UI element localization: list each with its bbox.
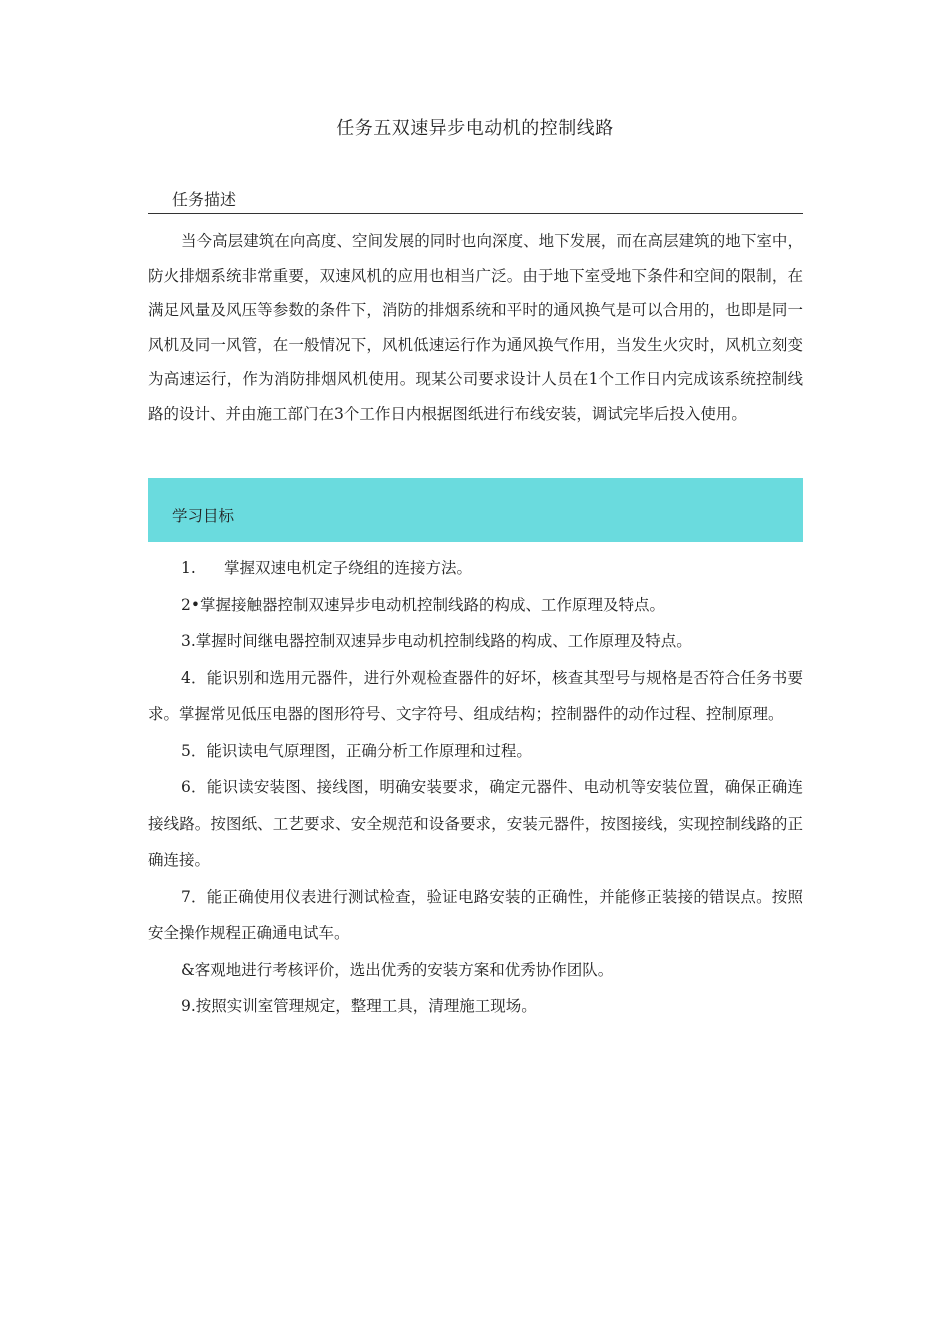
goal-item-7: 7．能正确使用仪表进行测试检查，验证电路安装的正确性，并能修正装接的错误点。按照安全操作规程正确通电试车。	[148, 887, 803, 942]
goal-item-9: 9.按照实训室管理规定，整理工具，清理施工现场。	[181, 997, 537, 1015]
task-description-body: 当今高层建筑在向高度、空间发展的同时也向深度、地下发展，而在高层建筑的地下室中，防火排烟系统非常重要，双速风机的应用也相当广泛。由于地下室受地下条件和空间的限制，在满足风量及风压等参数的条件下，消防的排烟系统和平时的通风换气是可以合用的，也即是同一风机及同一风管，在一般情况下，风机低速运行作为通风换气作用，当发生火灾时，风机立刻变为高速运行，作为消防排烟风机使用。现某公司要求设计人员在1个工作日内完成该系统控制线路的设计、并由施工部门在3个工作日内根据图纸进行布线安装，调试完毕后投入使用。	[148, 232, 803, 423]
task-description-heading: 任务描述	[172, 190, 237, 209]
goal-item-2: 2•掌握接触器控制双速异步电动机控制线路的构成、工作原理及特点。	[181, 595, 666, 614]
learning-goals-heading: 学习目标	[172, 507, 235, 525]
goal-item-1-number: 1.	[181, 559, 196, 577]
goal-item-3: 3.掌握时间继电器控制双速异步电动机控制线路的构成、工作原理及特点。	[181, 632, 692, 650]
learning-goals-banner	[148, 478, 803, 542]
goal-item-4: 4．能识别和选用元器件，进行外观检查器件的好坏，核查其型号与规格是否符合任务书要求。掌握常见低压电器的图形符号、文字符号、组成结构；控制器件的动作过程、控制原理。	[148, 668, 803, 723]
goal-item-1-text: 掌握双速电机定子绕组的连接方法。	[224, 559, 473, 577]
goal-item-6: 6．能识读安装图、接线图，明确安装要求，确定元器件、电动机等安装位置，确保正确连接线路。按图纸、工艺要求、安全规范和设备要求，安装元器件，按图接线，实现控制线路的正确连接。	[148, 778, 803, 869]
goal-item-5: 5．能识读电气原理图，正确分析工作原理和过程。	[181, 741, 532, 760]
learning-goals-list	[148, 550, 803, 1025]
goal-item-8: &客观地进行考核评价，选出优秀的安装方案和优秀协作团队。	[181, 960, 614, 979]
goal-item-1	[148, 550, 803, 587]
task-description-heading-bar	[148, 187, 803, 214]
document-title: 任务五双速异步电动机的控制线路	[336, 118, 614, 139]
